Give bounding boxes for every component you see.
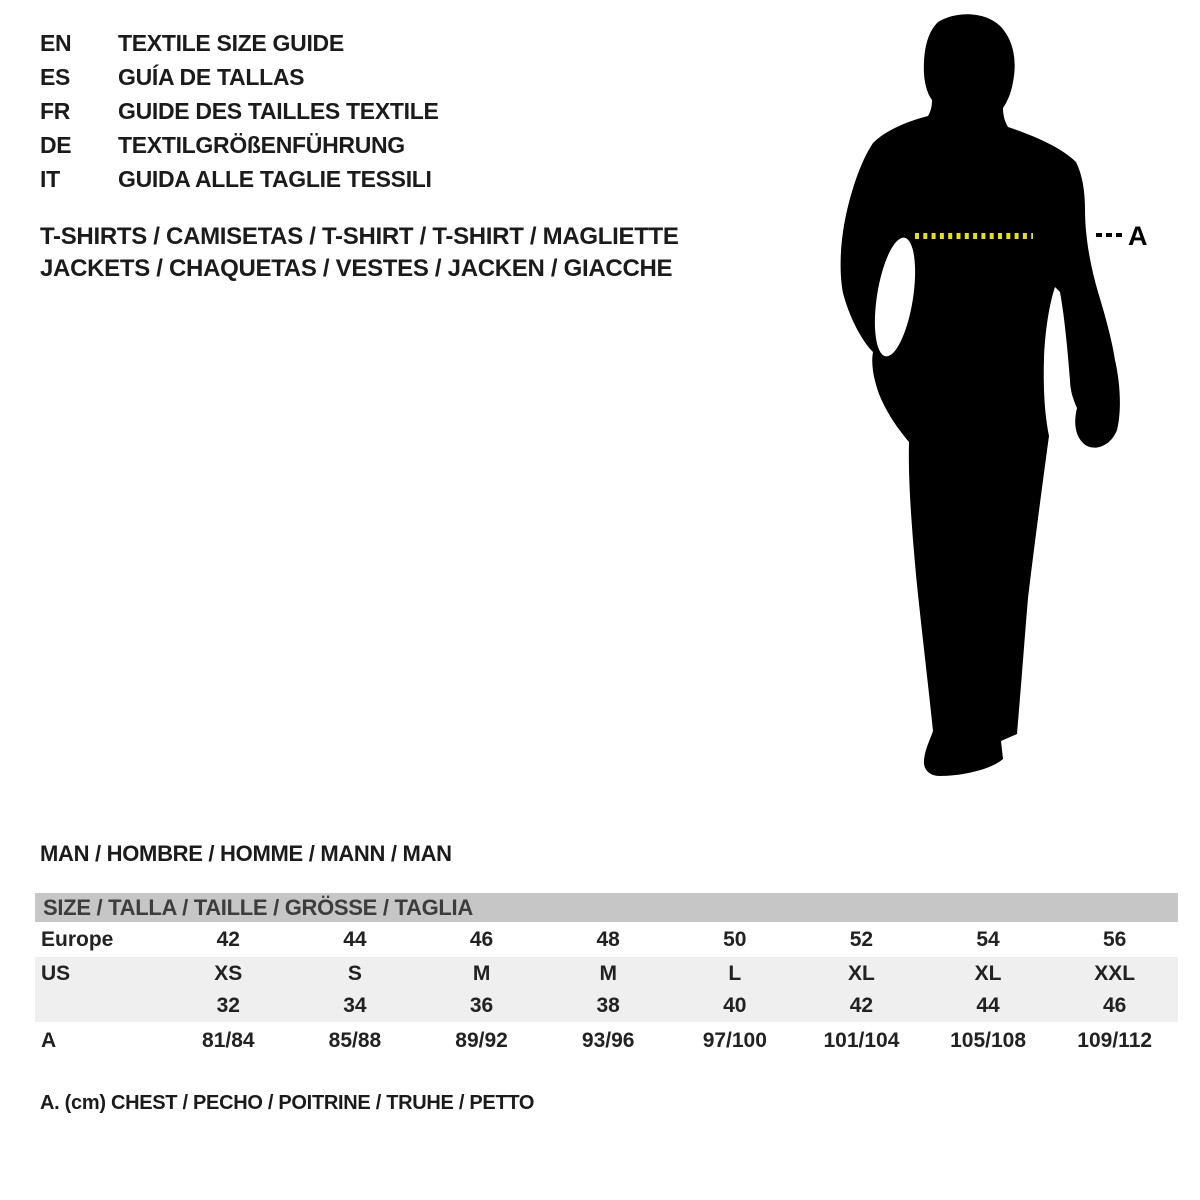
category-line-tshirts: T-SHIRTS / CAMISETAS / T-SHIRT / T-SHIRT / MAGLIETTE	[40, 223, 679, 250]
size-cell: S	[347, 961, 362, 985]
size-cell: M	[472, 961, 491, 985]
size-cell: 85/88	[328, 1028, 382, 1052]
language-code: EN	[40, 29, 72, 56]
language-code: ES	[40, 63, 71, 90]
language-row	[40, 162, 439, 196]
table-row-chest-cm	[35, 1022, 1178, 1059]
size-cell: 50	[723, 927, 747, 951]
size-cell: 89/92	[455, 1028, 508, 1052]
language-row	[40, 26, 439, 60]
measurement-footnote: A. (cm) CHEST / PECHO / POITRINE / TRUHE / PETTO	[40, 1092, 535, 1114]
category-lines	[40, 221, 679, 285]
man-silhouette-figure	[820, 0, 1200, 800]
size-cell: L	[728, 961, 742, 985]
category-line-jackets: JACKETS / CHAQUETAS / VESTES / JACKEN / GIACCHE	[40, 255, 673, 282]
language-code: IT	[40, 165, 60, 192]
section-title: MAN / HOMBRE / HOMME / MANN / MAN	[40, 841, 452, 866]
size-cell: 56	[1103, 927, 1127, 951]
language-title-list	[40, 26, 439, 196]
language-title: TEXTILGRÖßENFÜHRUNG	[118, 131, 405, 158]
size-table	[35, 893, 1178, 1059]
man-silhouette-svg	[820, 0, 1200, 800]
size-row-label	[35, 990, 165, 1022]
table-row-numeric	[35, 990, 1178, 1022]
measure-label-a: A	[1128, 221, 1148, 251]
language-row	[40, 60, 439, 94]
size-cell: XL	[974, 961, 1002, 985]
size-cell: 52	[849, 927, 874, 951]
language-row	[40, 128, 439, 162]
size-cell: 32	[216, 994, 240, 1017]
size-cell: 54	[976, 927, 1000, 951]
size-cell: M	[599, 961, 617, 985]
size-cell: 81/84	[202, 1028, 255, 1052]
size-cell: 46	[1103, 994, 1127, 1017]
size-table-grid	[35, 922, 1178, 1059]
table-row-us	[35, 957, 1178, 990]
size-cell: 44	[343, 927, 367, 951]
language-code: FR	[40, 97, 71, 124]
size-cell: 46	[469, 927, 494, 951]
size-cell: XL	[848, 961, 875, 985]
table-row-europe	[35, 922, 1178, 957]
language-title: GUIDA ALLE TAGLIE TESSILI	[118, 165, 432, 192]
language-title: GUÍA DE TALLAS	[118, 63, 305, 90]
size-cell: XXL	[1094, 961, 1136, 985]
language-row	[40, 94, 439, 128]
size-cell: 34	[343, 994, 367, 1017]
size-cell: 101/104	[823, 1028, 900, 1052]
size-cell: 109/112	[1077, 1028, 1153, 1052]
size-row-label: US	[41, 961, 71, 985]
size-cell: 44	[976, 994, 1000, 1017]
language-title: GUIDE DES TAILLES TEXTILE	[118, 97, 439, 124]
language-code: DE	[40, 131, 72, 158]
size-cell: 36	[469, 994, 494, 1017]
size-cell: 105/108	[950, 1028, 1027, 1052]
size-cell: 42	[849, 994, 874, 1017]
size-cell: 48	[596, 927, 620, 951]
size-table-header: SIZE / TALLA / TAILLE / GRÖSSE / TAGLIA	[35, 893, 1178, 922]
size-cell: 40	[723, 994, 747, 1017]
man-silhouette	[841, 14, 1120, 776]
size-row-label: Europe	[41, 927, 114, 951]
language-title: TEXTILE SIZE GUIDE	[118, 29, 344, 56]
size-cell: 93/96	[581, 1028, 635, 1052]
size-cell: XS	[214, 961, 243, 985]
size-row-label: A	[41, 1028, 57, 1052]
size-cell: 42	[216, 927, 240, 951]
size-cell: 97/100	[702, 1028, 767, 1052]
size-cell: 38	[596, 994, 620, 1017]
